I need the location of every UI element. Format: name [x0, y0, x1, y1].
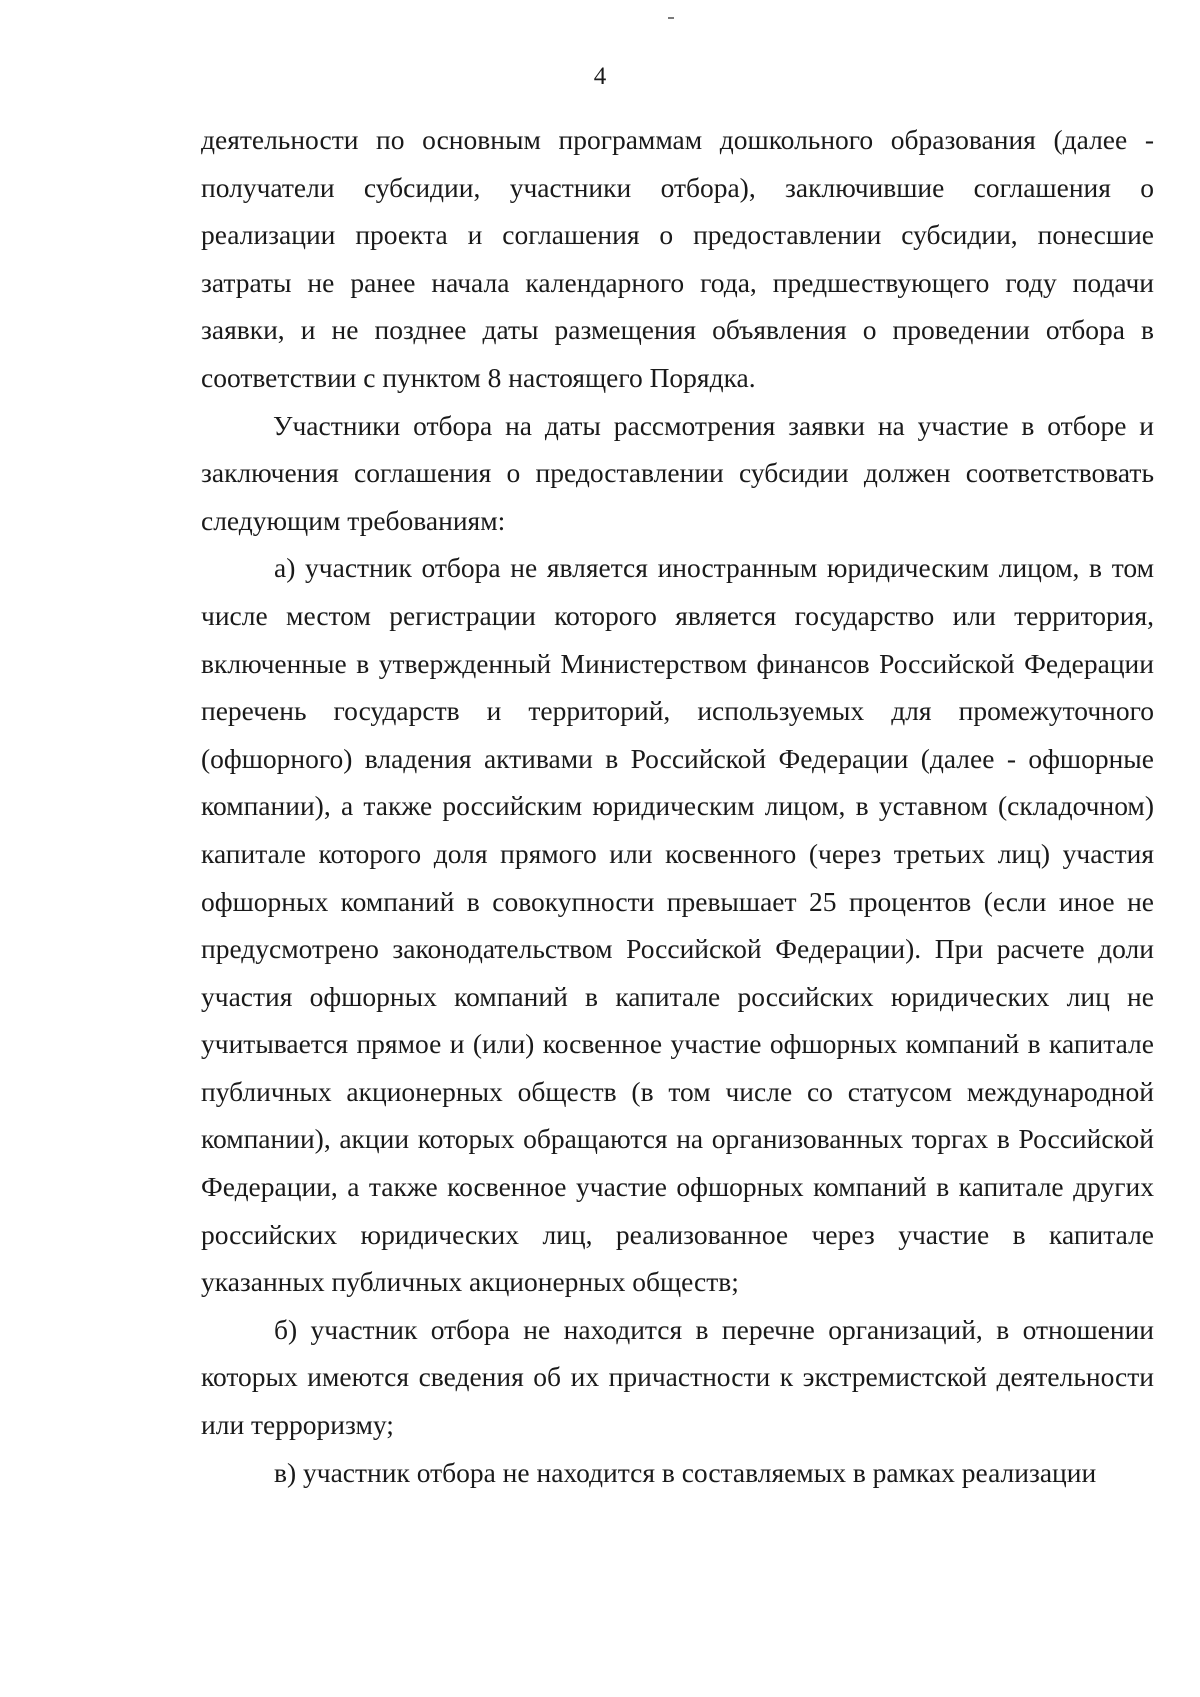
paragraph-continuation: деятельности по основным программам дошкольного образования (далее - получатели субсидии, участники отбора), заключившие соглашения о реализации проекта и соглашения о предоставлении субсидии, понесшие затраты не ранее начала календарного года, предшествующего году подачи заявки, и не позднее даты размещения объявления о проведении отбора в соответствии с пунктом 8 настоящего Порядка. — [201, 124, 1154, 393]
paragraph-item-a: а) участник отбора не является иностранным юридическим лицом, в том числе местом регистрации которого является государство или территория, включенные в утвержденный Министерством финансов Российской Федерации перечень государств и территорий, используемых для промежуточного (офшорного) владения активами в Российской Федерации (далее - офшорные компании), а также российским юридическим лицом, в уставном (складочном) капитале которого доля прямого или косвенного (через третьих лиц) участия офшорных компаний в совокупности превышает 25 процентов (если иное не предусмотрено законодательством Российской Федерации). При расчете доли участия офшорных компаний в капитале российских юридических лиц не учитывается прямое и (или) косвенное участие офшорных компаний в капитале публичных акционерных обществ (в том числе со статусом международной компании), акции которых обращаются на организованных торгах в Российской Федерации, а также косвенное участие офшорных компаний в капитале других российских юридических лиц, реализованное через участие в капитале указанных публичных акционерных обществ; — [201, 552, 1154, 1298]
paragraph-item-b: б) участник отбора не находится в перечне организаций, в отношении которых имеются сведения об их причастности к экстремистской деятельности или терроризму; — [201, 1313, 1154, 1441]
page-number: 4 — [593, 63, 607, 90]
paragraph-requirements-intro: Участники отбора на даты рассмотрения заявки на участие в отборе и заключения соглашения о предоставлении субсидии должен соответствовать следующим требованиям: — [201, 409, 1154, 536]
paragraph-item-c: в) участник отбора не находится в составляемых в рамках реализации — [274, 1456, 1097, 1488]
scan-artifact — [668, 17, 674, 19]
document-body — [201, 116, 1154, 1496]
